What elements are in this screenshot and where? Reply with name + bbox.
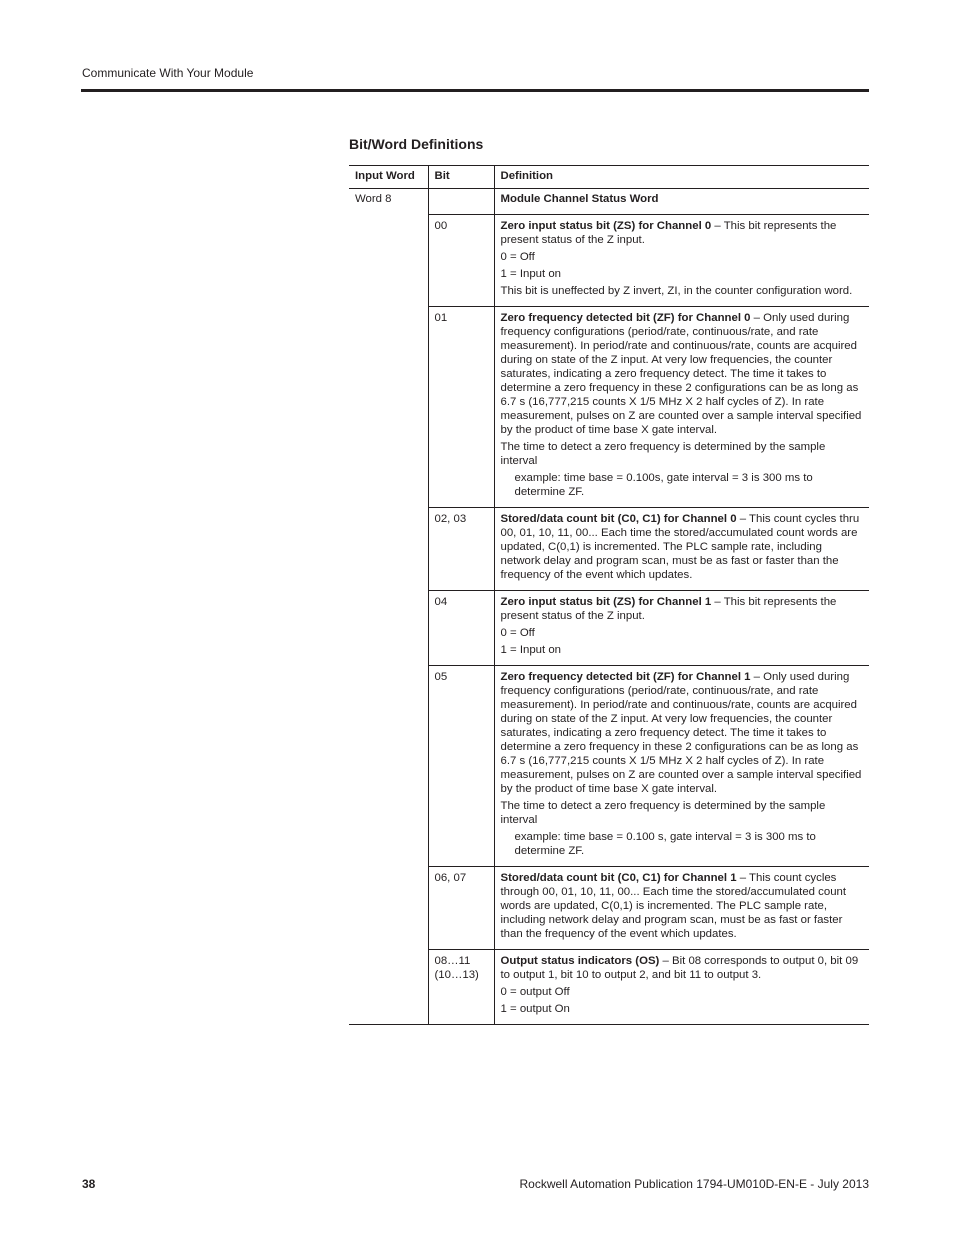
definition-term: Stored/data count bit (C0, C1) for Channel 1: [500, 872, 737, 884]
table-row: [349, 950, 869, 1025]
input-word-cell: [349, 666, 428, 867]
definition-paragraph: 1 = output On: [500, 1003, 570, 1015]
table-row: [349, 508, 869, 591]
definition-example: example: time base = 0.100 s, gate interval = 3 is 300 ms to determine ZF.: [514, 831, 816, 857]
input-word-cell: [349, 867, 428, 950]
table-row: [349, 666, 869, 867]
status-word-title: Module Channel Status Word: [500, 193, 659, 205]
definition-text: – This bit represents the present status of the Z input.: [500, 220, 837, 246]
table-body: [349, 189, 869, 1025]
input-word-cell: [349, 215, 428, 307]
definition-paragraph: 0 = Off: [500, 251, 535, 263]
definition-text: – This count cycles through 00, 01, 10, 11, 00... Each time the stored/accumulated count words are updated, C(0,1) is incremented. The PLC sample rate, including network delay and program scan, must be as fast or faster than the frequency of the event which updates.: [500, 872, 847, 940]
definition-paragraph: 1 = Input on: [500, 644, 561, 656]
column-header-input-word: Input Word: [349, 166, 428, 189]
definition-term: Stored/data count bit (C0, C1) for Channel 0: [500, 513, 737, 525]
running-header: Communicate With Your Module: [82, 66, 254, 80]
table-header-row: [349, 166, 869, 189]
table-row: [349, 591, 869, 666]
definition-term: Zero input status bit (ZS) for Channel 0: [500, 220, 712, 232]
definition-term: Output status indicators (OS): [500, 955, 660, 967]
definition-cell: [494, 867, 869, 950]
column-header-definition: Definition: [494, 166, 869, 189]
definition-text: – Only used during frequency configurations (period/rate, continuous/rate, and rate measurement). In period/rate and continuous/rate, counts are acquired during on state of the Z input. At very low frequencies, the counter saturates, indicating a zero frequency detect. The time it takes to determine a zero frequency in these 2 configurations can be as long as 6.7 s (16,777,215 counts X 1/5 MHz X 2 half cycles of Z). In rate measurement, pulses on Z are counted over a sample interval specified by the product of time base X gate interval.: [500, 671, 862, 795]
table-row: [349, 867, 869, 950]
section-title: Bit/Word Definitions: [349, 136, 484, 152]
definition-cell: [494, 950, 869, 1025]
bit-cell: 05: [428, 666, 494, 867]
bit-cell: 08…11 (10…13): [428, 950, 494, 1025]
bit-cell: 00: [428, 215, 494, 307]
definition-lead: [501, 670, 864, 796]
input-word-cell: [349, 307, 428, 508]
definition-cell: [494, 215, 869, 307]
definition-cell: [494, 508, 869, 591]
definition-term: Zero frequency detected bit (ZF) for Channel 0: [500, 312, 751, 324]
bit-cell: 01: [428, 307, 494, 508]
definition-cell: [494, 591, 869, 666]
definition-cell: [494, 189, 869, 215]
input-word-cell: [349, 508, 428, 591]
table-row: [349, 215, 869, 307]
table-row: [349, 307, 869, 508]
definition-lead: [501, 595, 864, 623]
definition-paragraph: 0 = output Off: [500, 986, 570, 998]
input-word-cell: [349, 950, 428, 1025]
definition-cell: [494, 666, 869, 867]
bit-cell: 02, 03: [428, 508, 494, 591]
definition-term: Zero input status bit (ZS) for Channel 1: [500, 596, 712, 608]
definition-paragraph: 1 = Input on: [500, 268, 561, 280]
definition-lead: [501, 219, 864, 247]
table-row-word: [349, 189, 869, 215]
definition-lead: [501, 954, 864, 982]
definition-term: Zero frequency detected bit (ZF) for Channel 1: [500, 671, 751, 683]
definition-paragraph: 0 = Off: [500, 627, 535, 639]
column-header-bit: Bit: [428, 166, 494, 189]
definition-paragraph: This bit is uneffected by Z invert, ZI, in the counter configuration word.: [500, 285, 853, 297]
definition-text: – This count cycles thru 00, 01, 10, 11, 00... Each time the stored/accumulated count words are updated, C(0,1) is incremented. The PLC sample rate, including network delay and program scan, must be as fast or faster than the frequency of the event which updates.: [500, 513, 860, 581]
definition-cell: [494, 307, 869, 508]
definition-example: example: time base = 0.100s, gate interval = 3 is 300 ms to determine ZF.: [514, 472, 813, 498]
bit-cell: 06, 07: [428, 867, 494, 950]
definition-paragraph: The time to detect a zero frequency is determined by the sample interval: [500, 441, 826, 467]
input-word-cell: [349, 591, 428, 666]
definition-lead: [501, 871, 864, 941]
header-rule: [81, 89, 869, 92]
definition-lead: [501, 512, 864, 582]
bit-word-definitions-table: [349, 165, 869, 1025]
definition-text: – This bit represents the present status of the Z input.: [500, 596, 837, 622]
input-word-cell: Word 8: [349, 189, 428, 215]
definition-paragraph: The time to detect a zero frequency is determined by the sample interval: [500, 800, 826, 826]
page-number: 38: [82, 1177, 96, 1191]
definition-text: – Only used during frequency configurations (period/rate, continuous/rate, and rate measurement). In period/rate and continuous/rate, counts are acquired during on state of the Z input. At very low frequencies, the counter saturates, indicating a zero frequency detect. The time it takes to determine a zero frequency in these 2 configurations can be as long as 6.7 s (16,777,215 counts X 1/5 MHz X 2 half cycles of Z). In rate measurement, pulses on Z are counted over a sample interval specified by the product of time base X gate interval.: [500, 312, 862, 436]
definition-lead: [501, 311, 864, 437]
publication-info: Rockwell Automation Publication 1794-UM010D-EN-E - July 2013: [519, 1177, 869, 1191]
bit-cell: 04: [428, 591, 494, 666]
bit-cell: [428, 189, 494, 215]
definition-text: – Bit 08 corresponds to output 0, bit 09 to output 1, bit 10 to output 2, and bit 11 to output 3.: [500, 955, 859, 981]
